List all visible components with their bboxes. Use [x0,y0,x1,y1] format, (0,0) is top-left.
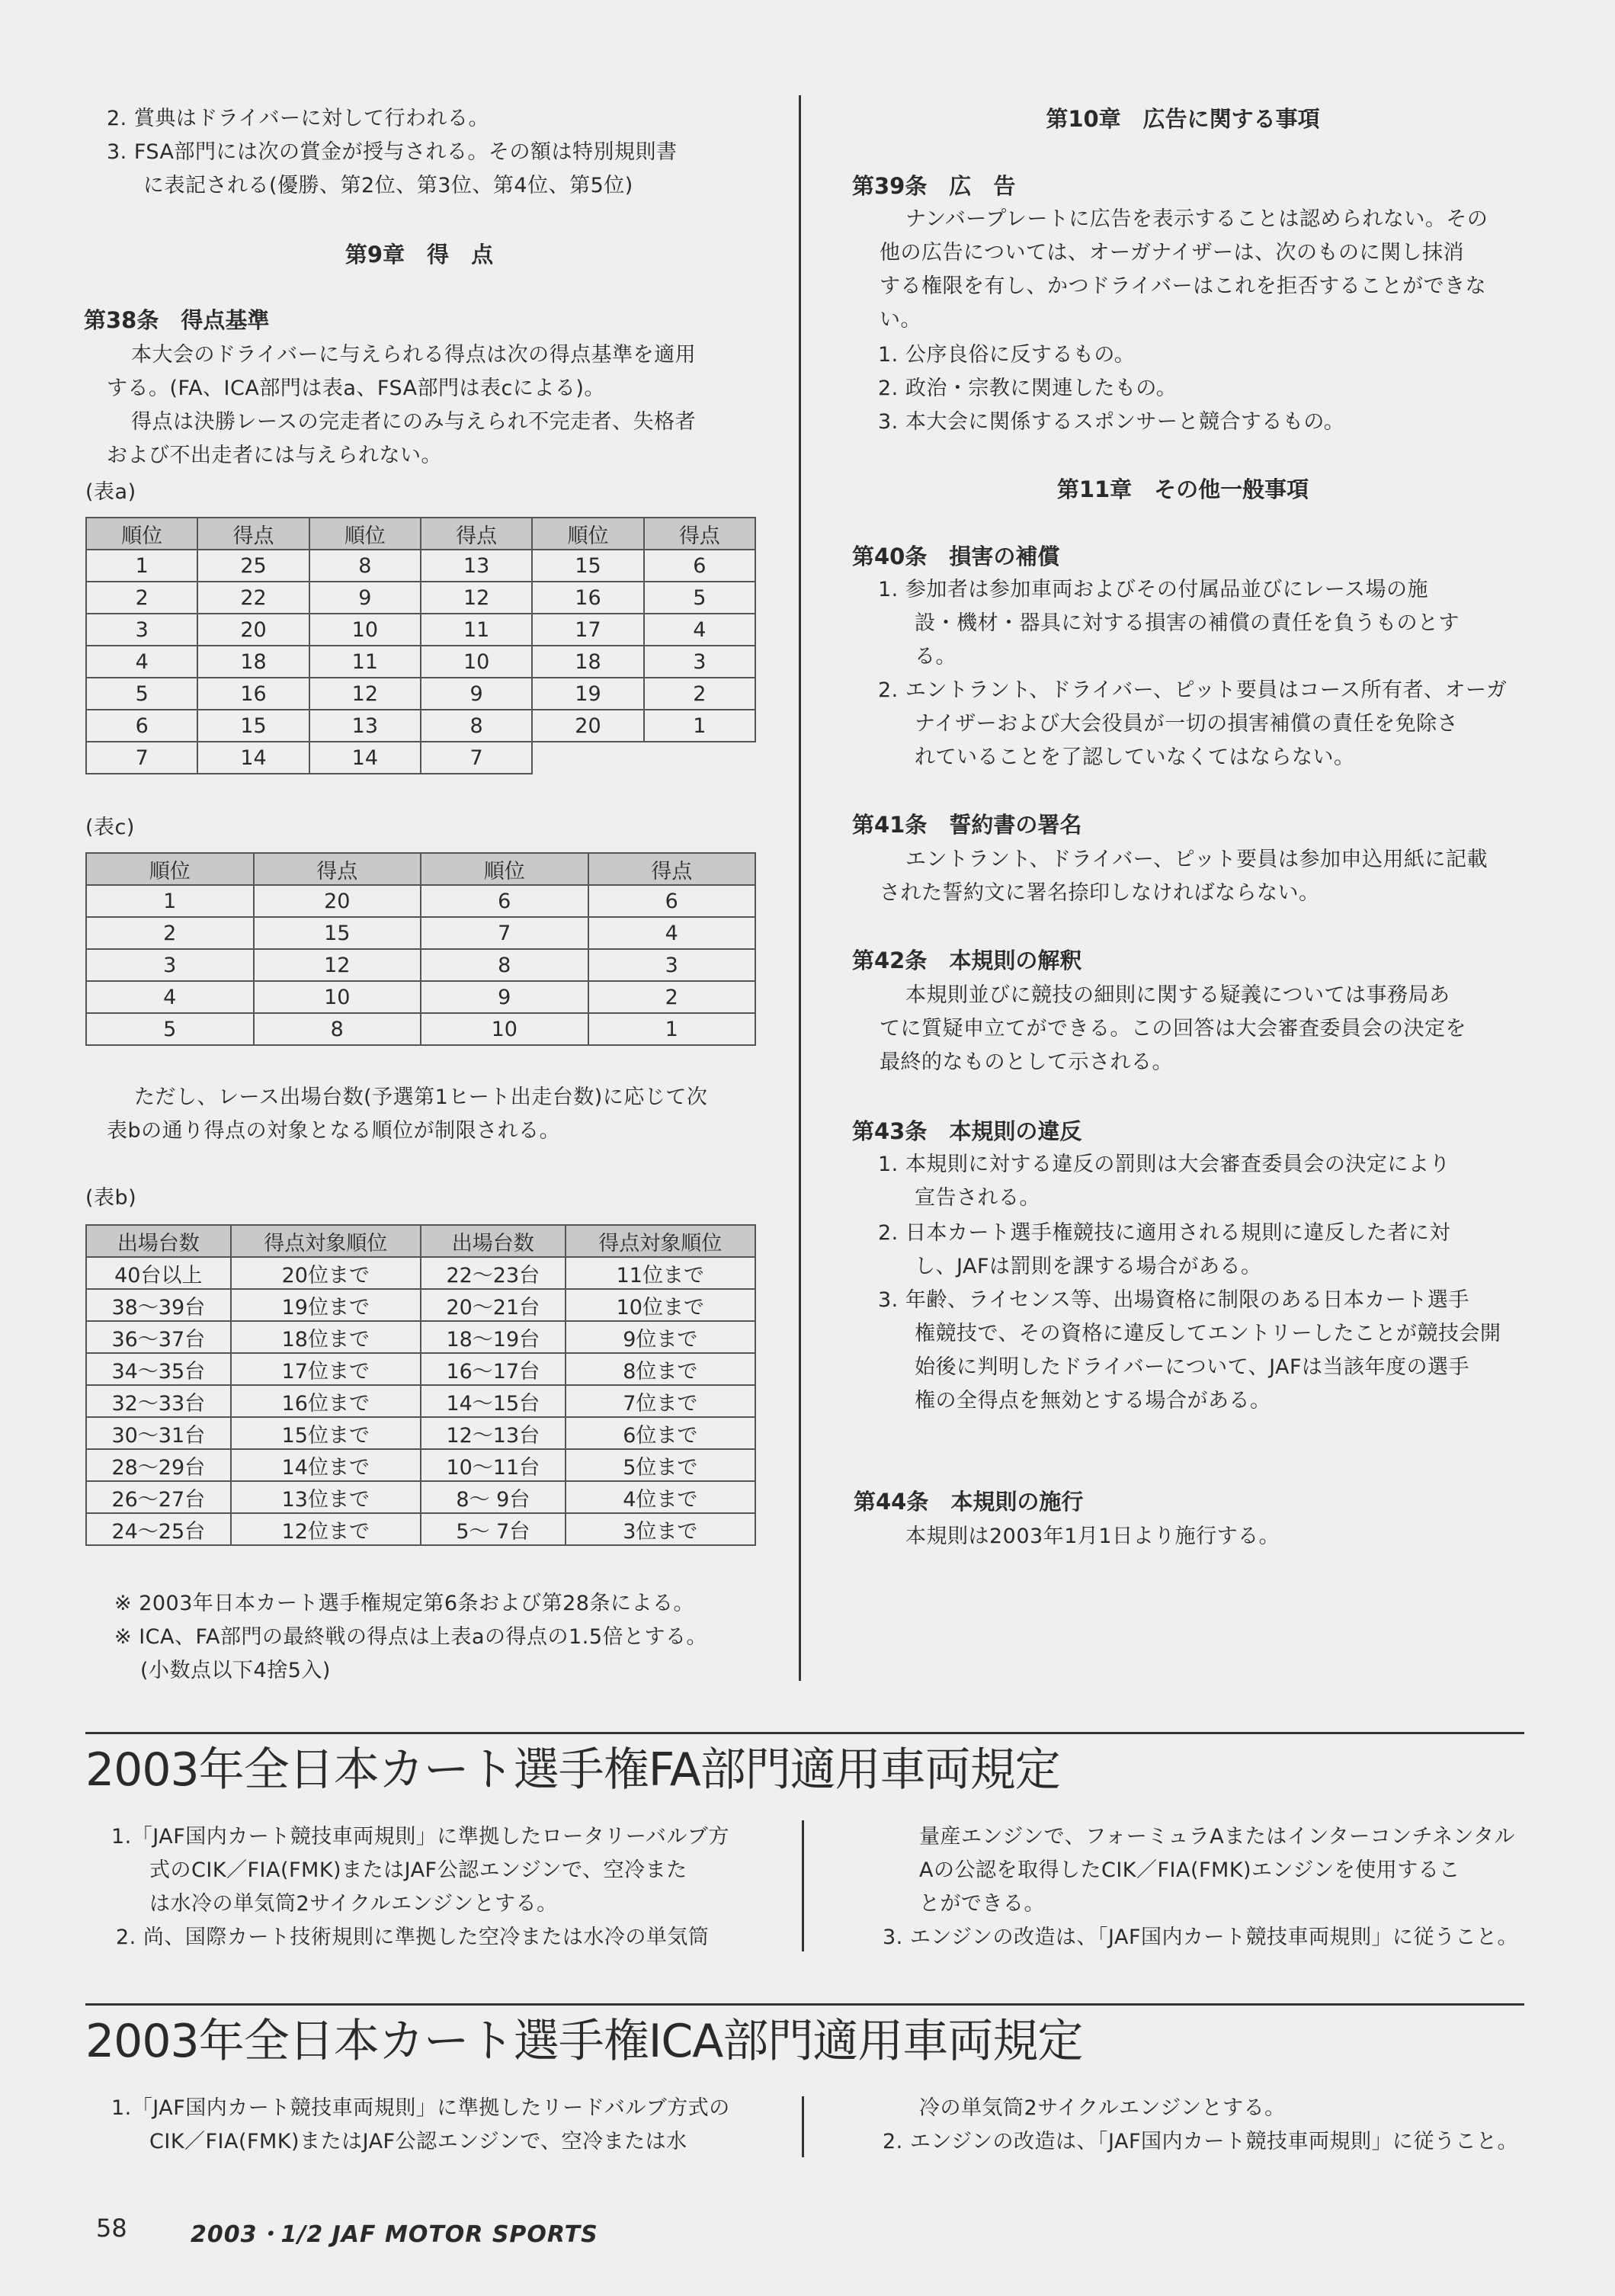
table-cell: 30〜31台 [86,1417,231,1449]
table-cell: 5〜 7台 [421,1513,566,1545]
proviso-line-1: ただし、レース出場台数(予選第1ヒート出走台数)に応じて次 [134,1085,708,1109]
table-c-header-cell: 得点 [254,853,421,885]
table-row [86,1417,755,1449]
table-cell: 18 [197,646,309,678]
article-41-line-2: された誓約文に署名捺印しなければならない。 [880,881,1320,905]
fa-left-line-2: 式のCIK／FIA(FMK)またはJAF公認エンジンで、空冷また [149,1858,687,1882]
table-c-label: (表c) [85,816,135,839]
fa-right-line-4: 3. エンジンの改造は、「JAF国内カート競技車両規則」に従うこと。 [883,1926,1518,1949]
table-cell: 5位まで [566,1449,755,1481]
table-b-label: (表b) [85,1186,137,1210]
table-a-header-cell: 得点 [644,518,755,550]
table-cell: 10位まで [566,1289,755,1321]
article-40-line-3: る。 [915,645,957,669]
chapter-11-heading: 第11章 その他一般事項 [1056,476,1309,502]
table-cell: 3 [86,949,254,981]
table-cell: 13 [309,710,421,742]
table-row [86,1353,755,1385]
ica-column-divider [802,2096,804,2157]
table-cell: 19 [532,678,643,710]
table-cell: 4 [86,646,197,678]
table-cell: 17位まで [231,1353,421,1385]
article-38-line-1: 本大会のドライバーに与えられる得点は次の得点基準を適用 [131,343,697,367]
table-a-header-cell: 順位 [309,518,421,550]
table-cell: 14 [197,742,309,774]
table-cell: 3位まで [566,1513,755,1545]
table-row [86,582,755,614]
table-cell: 16〜17台 [421,1353,566,1385]
table-cell: 34〜35台 [86,1353,231,1385]
publication-title: 2003・1/2 JAF MOTOR SPORTS [191,2221,598,2248]
table-row [86,742,755,774]
table-row [86,1481,755,1513]
table-cell: 7 [86,742,197,774]
table-cell: 20 [532,710,643,742]
article-43-line-6: 権競技で、その資格に違反してエントリーしたことが競技会開 [915,1322,1501,1345]
table-cell: 14〜15台 [421,1385,566,1417]
table-row [86,949,755,981]
table-cell: 8 [421,710,532,742]
table-cell: 16 [532,582,643,614]
article-43-line-2: 宣告される。 [915,1186,1040,1210]
table-a-header [86,518,755,550]
fa-right-line-3: とができる。 [919,1892,1045,1916]
table-cell: 7位まで [566,1385,755,1417]
table-row [86,1449,755,1481]
article-40-line-6: れていることを了認していなくてはならない。 [915,746,1355,769]
table-cell: 11位まで [566,1257,755,1289]
table-cell: 5 [86,1013,254,1045]
table-cell: 6 [588,885,756,917]
table-cell: 2 [588,981,756,1013]
article-42-line-1: 本規則並びに競技の細則に関する疑義については事務局あ [905,983,1450,1007]
ica-section-rule [85,2003,1524,2006]
table-row [86,1385,755,1417]
table-row [86,1013,755,1045]
table-row [86,550,755,582]
article-43-line-8: 権の全得点を無効とする場合がある。 [915,1389,1271,1413]
fa-left-line-4: 2. 尚、国際カート技術規則に準拠した空冷または水冷の単気筒 [116,1926,710,1949]
prize-item-3: 3. FSA部門には次の賞金が授与される。その額は特別規則書 [107,140,678,164]
table-cell: 10〜11台 [421,1449,566,1481]
table-row [86,885,755,917]
table-cell: 9位まで [566,1321,755,1353]
note-1: ※ 2003年日本カート選手権規定第6条および第28条による。 [114,1592,694,1615]
table-row [86,646,755,678]
table-cell: 12 [254,949,421,981]
table-cell: 1 [644,710,755,742]
table-a-header-cell: 得点 [421,518,532,550]
table-cell: 22〜23台 [421,1257,566,1289]
note-2-cont: (小数点以下4捨5入) [140,1659,331,1682]
table-c-header-cell: 得点 [588,853,756,885]
table-cell: 6 [421,885,588,917]
article-40-line-4: 2. エントラント、ドライバー、ピット要員はコース所有者、オーガ [878,678,1508,702]
article-39-item-2: 2. 政治・宗教に関連したもの。 [878,377,1178,400]
fa-left-line-3: は水冷の単気筒2サイクルエンジンとする。 [149,1892,558,1916]
article-42-line-3: 最終的なものとして示される。 [880,1050,1173,1074]
article-42-title: 第42条 本規則の解釈 [852,948,1082,973]
fa-right-line-2: Aの公認を取得したCIK／FIA(FMK)エンジンを使用するこ [919,1858,1460,1882]
article-40-title: 第40条 損害の補償 [852,544,1060,569]
article-40-line-1: 1. 参加者は参加車両およびその付属品並びにレース場の施 [878,578,1428,601]
table-cell: 1 [86,885,254,917]
table-cell: 26〜27台 [86,1481,231,1513]
table-row [86,981,755,1013]
fa-section-rule [85,1732,1524,1734]
article-43-line-3: 2. 日本カート選手権競技に適用される規則に違反した者に対 [878,1221,1450,1245]
table-c [85,852,756,1046]
table-cell: 24〜25台 [86,1513,231,1545]
table-c-header [86,853,755,885]
page-number: 58 [96,2214,127,2243]
table-row [86,1321,755,1353]
article-43-line-7: 始後に判明したドライバーについて、JAFは当該年度の選手 [915,1355,1470,1379]
article-44-title: 第44条 本規則の施行 [854,1489,1084,1515]
table-cell: 8位まで [566,1353,755,1385]
note-2: ※ ICA、FA部門の最終戦の得点は上表aの得点の1.5倍とする。 [114,1625,707,1649]
table-row [86,1257,755,1289]
table-cell: 15 [532,550,643,582]
table-cell: 18位まで [231,1321,421,1353]
fa-right-line-1: 量産エンジンで、フォーミュラAまたはインターコンチネンタル [919,1825,1515,1849]
table-row [86,1513,755,1545]
prize-item-2: 2. 賞典はドライバーに対して行われる。 [107,107,489,130]
table-cell: 5 [644,582,755,614]
table-cell: 2 [86,582,197,614]
table-row [86,1289,755,1321]
table-cell: 14 [309,742,421,774]
ica-left-line-1: 1.「JAF国内カート競技車両規則」に準拠したリードバルブ方式の [111,2096,730,2120]
article-38-title: 第38条 得点基準 [84,307,270,333]
table-cell: 11 [309,646,421,678]
table-cell: 10 [254,981,421,1013]
table-cell: 10 [421,646,532,678]
table-cell: 13位まで [231,1481,421,1513]
table-cell: 5 [86,678,197,710]
table-cell: 15位まで [231,1417,421,1449]
table-cell: 9 [421,981,588,1013]
article-39-line-2: 他の広告については、オーガナイザーは、次のものに関し抹消 [880,241,1465,265]
table-cell: 12 [309,678,421,710]
article-41-title: 第41条 誓約書の署名 [852,812,1082,838]
table-cell: 8〜 9台 [421,1481,566,1513]
ica-section-title: 2003年全日本カート選手権ICA部門適用車両規定 [85,2015,1083,2068]
table-cell: 14位まで [231,1449,421,1481]
table-cell: 2 [86,917,254,949]
article-43-line-1: 1. 本規則に対する違反の罰則は大会審査委員会の決定により [878,1153,1450,1176]
table-cell: 19位まで [231,1289,421,1321]
table-cell: 13 [421,550,532,582]
chapter-10-heading: 第10章 広告に関する事項 [1046,106,1320,132]
table-row [86,710,755,742]
ica-right-line-1: 冷の単気筒2サイクルエンジンとする。 [919,2096,1286,2120]
table-cell: 3 [588,949,756,981]
table-c-header-cell: 順位 [421,853,588,885]
table-cell: 25 [197,550,309,582]
table-row [86,917,755,949]
table-a-header-cell: 順位 [86,518,197,550]
table-b-header-cell: 出場台数 [421,1225,566,1257]
table-cell: 6位まで [566,1417,755,1449]
table-row [86,678,755,710]
table-cell: 12〜13台 [421,1417,566,1449]
article-38-line-3: 得点は決勝レースの完走者にのみ与えられ不完走者、失格者 [131,410,697,434]
table-a-label: (表a) [85,480,136,504]
article-43-title: 第43条 本規則の違反 [852,1118,1082,1144]
ica-right-line-2: 2. エンジンの改造は、「JAF国内カート競技車両規則」に従うこと。 [883,2130,1518,2153]
table-cell: 20位まで [231,1257,421,1289]
table-c-header-cell: 順位 [86,853,254,885]
table-cell: 28〜29台 [86,1449,231,1481]
article-42-line-2: てに質疑申立てができる。この回答は大会審査委員会の決定を [880,1017,1466,1041]
table-cell: 36〜37台 [86,1321,231,1353]
table-cell: 20 [254,885,421,917]
table-cell: 12位まで [231,1513,421,1545]
table-cell: 9 [421,678,532,710]
table-cell: 8 [254,1013,421,1045]
table-cell: 4 [86,981,254,1013]
table-row [86,614,755,646]
table-cell: 11 [421,614,532,646]
article-41-line-1: エントラント、ドライバー、ピット要員は参加申込用紙に記載 [905,848,1488,871]
table-a [85,517,756,774]
table-cell: 4 [588,917,756,949]
article-39-line-1: ナンバープレートに広告を表示することは認められない。その [905,207,1488,231]
table-cell: 38〜39台 [86,1289,231,1321]
article-44-line-1: 本規則は2003年1月1日より施行する。 [905,1525,1280,1548]
table-cell: 16位まで [231,1385,421,1417]
table-cell: 18〜19台 [421,1321,566,1353]
table-cell: 7 [421,917,588,949]
article-40-line-5: ナイザーおよび大会役員が一切の損害補償の責任を免除さ [915,712,1459,736]
table-cell: 12 [421,582,532,614]
table-a-header-cell: 得点 [197,518,309,550]
table-cell: 7 [421,742,532,774]
table-cell: 10 [309,614,421,646]
ica-left-line-2: CIK／FIA(FMK)またはJAF公認エンジンで、空冷または水 [149,2130,687,2153]
table-cell: 8 [421,949,588,981]
article-43-line-5: 3. 年齢、ライセンス等、出場資格に制限のある日本カート選手 [878,1288,1469,1312]
article-39-line-3: する権限を有し、かつドライバーはこれを拒否することができな [880,274,1487,298]
table-cell: 15 [254,917,421,949]
table-cell: 3 [86,614,197,646]
chapter-9-heading: 第9章 得 点 [344,242,494,268]
table-empty-cell [644,742,755,774]
table-cell: 20 [197,614,309,646]
table-cell: 4位まで [566,1481,755,1513]
table-cell: 9 [309,582,421,614]
table-cell: 1 [588,1013,756,1045]
prize-item-3-cont: に表記される(優勝、第2位、第3位、第4位、第5位) [143,174,633,197]
fa-section-title: 2003年全日本カート選手権FA部門適用車両規定 [85,1743,1060,1797]
article-39-item-1: 1. 公序良俗に反するもの。 [878,343,1136,367]
table-cell: 3 [644,646,755,678]
table-b-header-cell: 得点対象順位 [231,1225,421,1257]
article-38-line-2: する。(FA、ICA部門は表a、FSA部門は表cによる)。 [107,377,605,400]
table-cell: 32〜33台 [86,1385,231,1417]
table-cell: 4 [644,614,755,646]
table-cell: 18 [532,646,643,678]
table-cell: 1 [86,550,197,582]
table-cell: 10 [421,1013,588,1045]
table-cell: 6 [86,710,197,742]
table-cell: 15 [197,710,309,742]
article-39-line-4: い。 [880,308,921,332]
table-cell: 16 [197,678,309,710]
table-b [85,1224,756,1546]
column-divider [799,95,801,1681]
table-b-header [86,1225,755,1257]
table-cell: 40台以上 [86,1257,231,1289]
article-38-line-4: および不出走者には与えられない。 [107,444,442,467]
table-b-header-cell: 得点対象順位 [566,1225,755,1257]
table-cell: 6 [644,550,755,582]
table-cell: 2 [644,678,755,710]
article-40-line-2: 設・機材・器具に対する損害の補償の責任を負うものとす [915,611,1460,635]
fa-column-divider [802,1820,804,1951]
table-cell: 20〜21台 [421,1289,566,1321]
article-39-title: 第39条 広 告 [852,173,1016,199]
table-cell: 8 [309,550,421,582]
table-cell: 22 [197,582,309,614]
proviso-line-2: 表bの通り得点の対象となる順位が制限される。 [107,1119,561,1143]
fa-left-line-1: 1.「JAF国内カート競技車両規則」に準拠したロータリーバルブ方 [111,1825,729,1849]
table-b-header-cell: 出場台数 [86,1225,231,1257]
table-a-header-cell: 順位 [532,518,643,550]
article-39-item-3: 3. 本大会に関係するスポンサーと競合するもの。 [878,410,1345,434]
table-empty-cell [532,742,643,774]
table-cell: 17 [532,614,643,646]
article-43-line-4: し、JAFは罰則を課する場合がある。 [915,1255,1262,1278]
